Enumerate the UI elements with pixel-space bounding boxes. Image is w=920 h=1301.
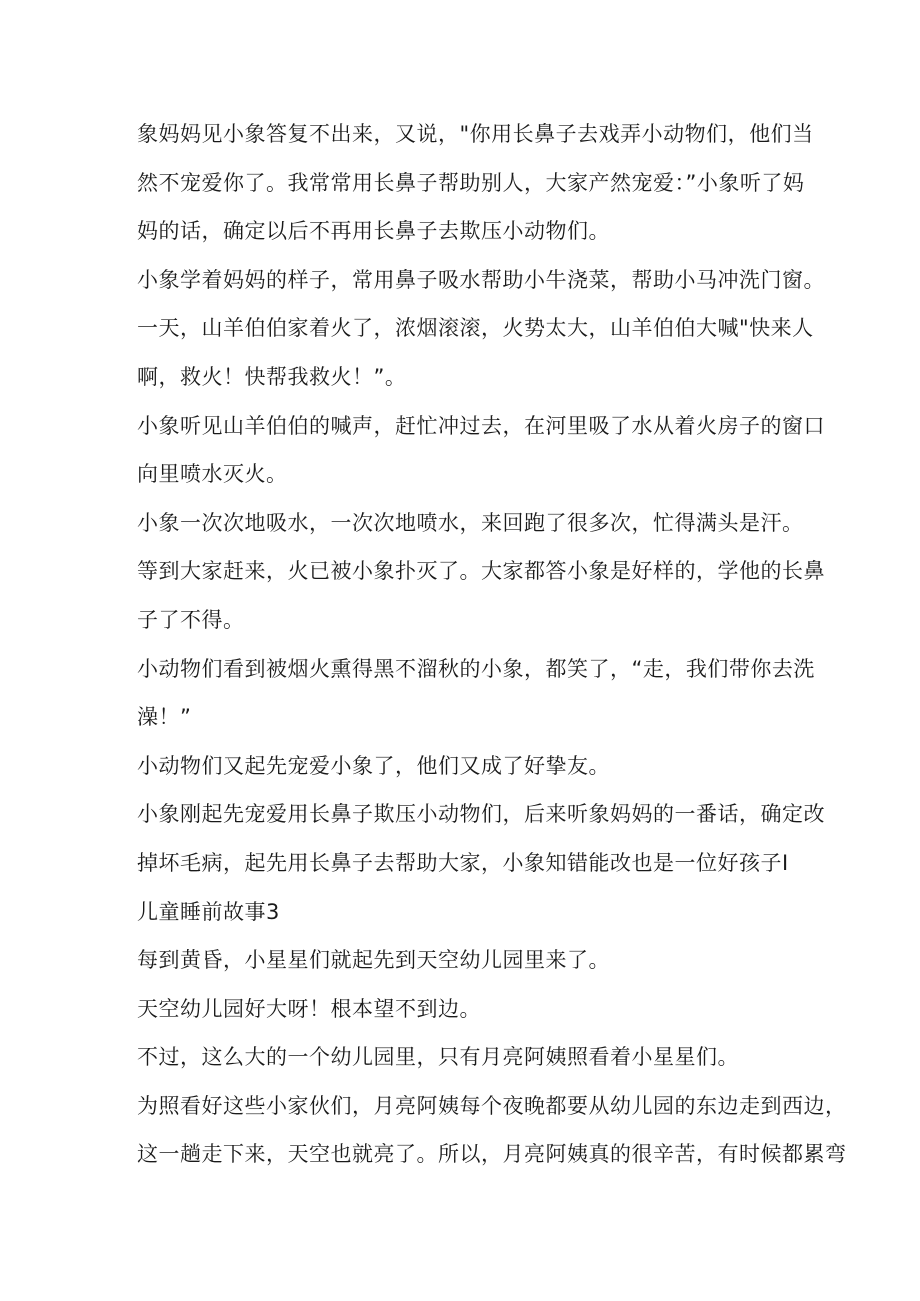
text-line: 小象刚起先宠爱用长鼻子欺压小动物们，后来听象妈妈的一番话，确定改 xyxy=(137,802,825,827)
text-line: 不过，这么大的一个幼儿园里，只有月亮阿姨照看着小星星们。 xyxy=(137,1045,739,1070)
paragraph xyxy=(137,304,814,401)
paragraph xyxy=(137,547,825,644)
paragraph xyxy=(137,936,797,985)
text-line: 一天，山羊伯伯家着火了，浓烟滚滚，火势太大，山羊伯伯大喊"快来人 xyxy=(137,316,814,341)
heading-line: 儿童睡前故事3 xyxy=(137,899,280,924)
text-line: 天空幼儿园好大呀！根本望不到边。 xyxy=(137,996,481,1021)
text-line: 等到大家赶来，火已被小象扑灭了。大家都答小象是好样的，学他的长鼻 xyxy=(137,559,825,584)
text-line: 这一趟走下来，天空也就亮了。所以，月亮阿姨真的很辛苦，有时候都累弯 xyxy=(137,1142,847,1167)
text-line: 澡！” xyxy=(137,705,192,730)
text-line: 然不宠爱你了。我常常用长鼻子帮助别人，大家产然宠爱：”小象听了妈 xyxy=(137,170,805,195)
paragraph xyxy=(137,742,797,791)
section-heading xyxy=(137,888,797,937)
text-line: 为照看好这些小家伙们，月亮阿姨每个夜晚都要从幼儿园的东边走到西边， xyxy=(137,1093,847,1118)
text-line: 小动物们看到被烟火熏得黑不溜秋的小象，都笑了，“走，我们带你去洗 xyxy=(137,656,815,681)
text-line: 掉坏毛病，起先用长鼻子去帮助大家，小象知错能改也是一位好孩子I xyxy=(137,850,789,875)
text-line: 小象一次次地吸水，一次次地喷水，来回跑了很多次，忙得满头是汗。 xyxy=(137,510,804,535)
text-line: 象妈妈见小象答复不出来，又说，"你用长鼻子去戏弄小动物们，他们当 xyxy=(137,122,814,146)
text-line: 妈的话，确定以后不再用长鼻子去欺压小动物们。 xyxy=(137,219,610,244)
text-line: 小象学着妈妈的样子，常用鼻子吸水帮助小牛浇菜，帮助小马冲洗门窗。 xyxy=(137,267,825,292)
paragraph xyxy=(137,1033,797,1082)
text-line: 向里喷水灭火。 xyxy=(137,462,288,487)
paragraph xyxy=(137,790,825,887)
paragraph xyxy=(137,256,825,305)
paragraph xyxy=(137,1082,847,1179)
paragraph xyxy=(137,110,814,256)
document-body xyxy=(137,110,847,1179)
text-line: 每到黄昏，小星星们就起先到天空幼儿园里来了。 xyxy=(137,948,610,973)
paragraph xyxy=(137,985,797,1034)
text-line: 子了不得。 xyxy=(137,607,245,632)
text-line: 啊，救火！快帮我救火！”。 xyxy=(137,364,407,389)
text-line: 小象听见山羊伯伯的喊声，赶忙冲过去，在河里吸了水从着火房子的窗口 xyxy=(137,413,825,438)
paragraph xyxy=(137,402,825,499)
paragraph xyxy=(137,499,804,548)
paragraph xyxy=(137,645,815,742)
text-line: 小动物们又起先宠爱小象了，他们又成了好挚友。 xyxy=(137,753,610,778)
